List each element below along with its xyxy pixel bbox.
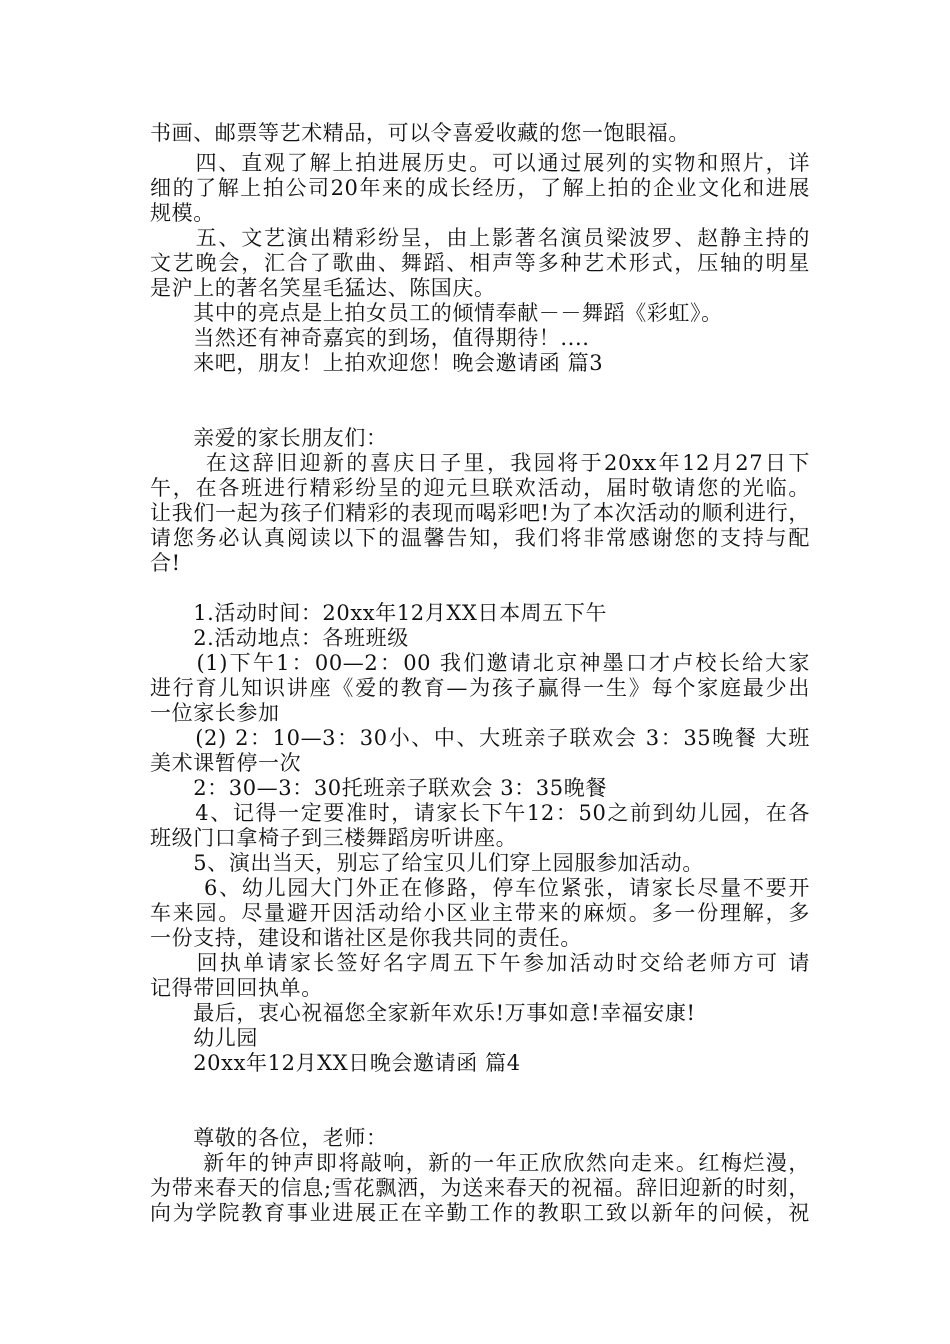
text-line: 让我们一起为孩子们精彩的表现而喝彩吧!为了本次活动的顺利进行，: [150, 501, 810, 525]
text-line: 一位家长参加: [150, 701, 280, 725]
text-line: 进行育儿知识讲座《爱的教育—为孩子赢得一生》每个家庭最少出: [150, 676, 810, 700]
text-line: 四、直观了解上拍进展历史。可以通过展列的实物和照片，详: [150, 151, 810, 175]
text-line: 新年的钟声即将敲响，新的一年正欣欣然向走来。红梅烂漫，: [150, 1151, 810, 1175]
salutation: 亲爱的家长朋友们：: [150, 426, 388, 450]
section-heading: 来吧，朋友！上拍欢迎您！晚会邀请函 篇3: [150, 351, 604, 375]
text-line: 为带来春天的信息;雪花飘洒，为送来春天的祝福。辞旧迎新的时刻，: [150, 1176, 810, 1200]
text-line: 其中的亮点是上拍女员工的倾情奉献－－舞蹈《彩虹》。: [150, 301, 723, 325]
list-item: 1.活动时间：20xx年12月XX日本周五下午: [150, 601, 608, 625]
text-line: 在这辞旧迎新的喜庆日子里，我园将于20xx年12月27日下: [150, 451, 810, 475]
text-line: (1)下午1：00—2：00 我们邀请北京神墨口才卢校长给大家: [150, 651, 810, 675]
list-item: 4、记得一定要准时，请家长下午12：50之前到幼儿园，在各: [150, 801, 810, 825]
text-line: 请您务必认真阅读以下的温馨告知，我们将非常感谢您的支持与配: [150, 526, 810, 550]
text-line: 午，在各班进行精彩纷呈的迎元旦联欢活动，届时敬请您的光临。: [150, 476, 810, 500]
text-line: (2) 2：10—3：30小、中、大班亲子联欢会 3：35晚餐 大班: [150, 726, 810, 750]
text-line: 向为学院教育事业进展正在辛勤工作的教职工致以新年的问候，祝: [150, 1201, 810, 1225]
text-line: 五、文艺演出精彩纷呈，由上影著名演员梁波罗、赵静主持的: [150, 226, 810, 250]
section-heading: 20xx年12月XX日晚会邀请函 篇4: [150, 1051, 521, 1075]
text-line: 2：30—3：30托班亲子联欢会 3：35晚餐: [150, 776, 607, 800]
text-line: 当然还有神奇嘉宾的到场，值得期待！....: [150, 326, 590, 350]
text-line: 规模。: [150, 201, 215, 225]
text-line: 合!: [150, 551, 181, 575]
closing-line: 最后，衷心祝福您全家新年欢乐!万事如意!幸福安康!: [150, 1001, 696, 1025]
text-line: 记得带回回执单。: [150, 976, 323, 1000]
text-line: 美术课暂停一次: [150, 751, 302, 775]
list-item: 5、演出当天，别忘了给宝贝儿们穿上园服参加活动。: [150, 851, 704, 875]
text-line: 文艺晚会，汇合了歌曲、舞蹈、相声等多种艺术形式，压轴的明星: [150, 251, 810, 275]
list-item: 6、幼儿园大门外正在修路，停车位紧张，请家长尽量不要开: [150, 876, 810, 900]
text-line: 细的了解上拍公司20年来的成长经历，了解上拍的企业文化和进展: [150, 176, 810, 200]
text-line: 回执单请家长签好名字周五下午参加活动时交给老师方可 请: [150, 951, 810, 975]
salutation: 尊敬的各位，老师：: [150, 1126, 388, 1150]
list-item: 2.活动地点：各班班级: [150, 626, 409, 650]
text-line: 书画、邮票等艺术精品，可以令喜爱收藏的您一饱眼福。: [150, 121, 690, 145]
text-line: 是沪上的著名笑星毛猛达、陈国庆。: [150, 276, 496, 300]
signature-line: 幼儿园: [150, 1026, 258, 1050]
text-line: 班级门口拿椅子到三楼舞蹈房听讲座。: [150, 826, 518, 850]
text-line: 车来园。尽量避开因活动给小区业主带来的麻烦。多一份理解，多: [150, 901, 810, 925]
text-line: 一份支持，建设和谐社区是你我共同的责任。: [150, 926, 582, 950]
